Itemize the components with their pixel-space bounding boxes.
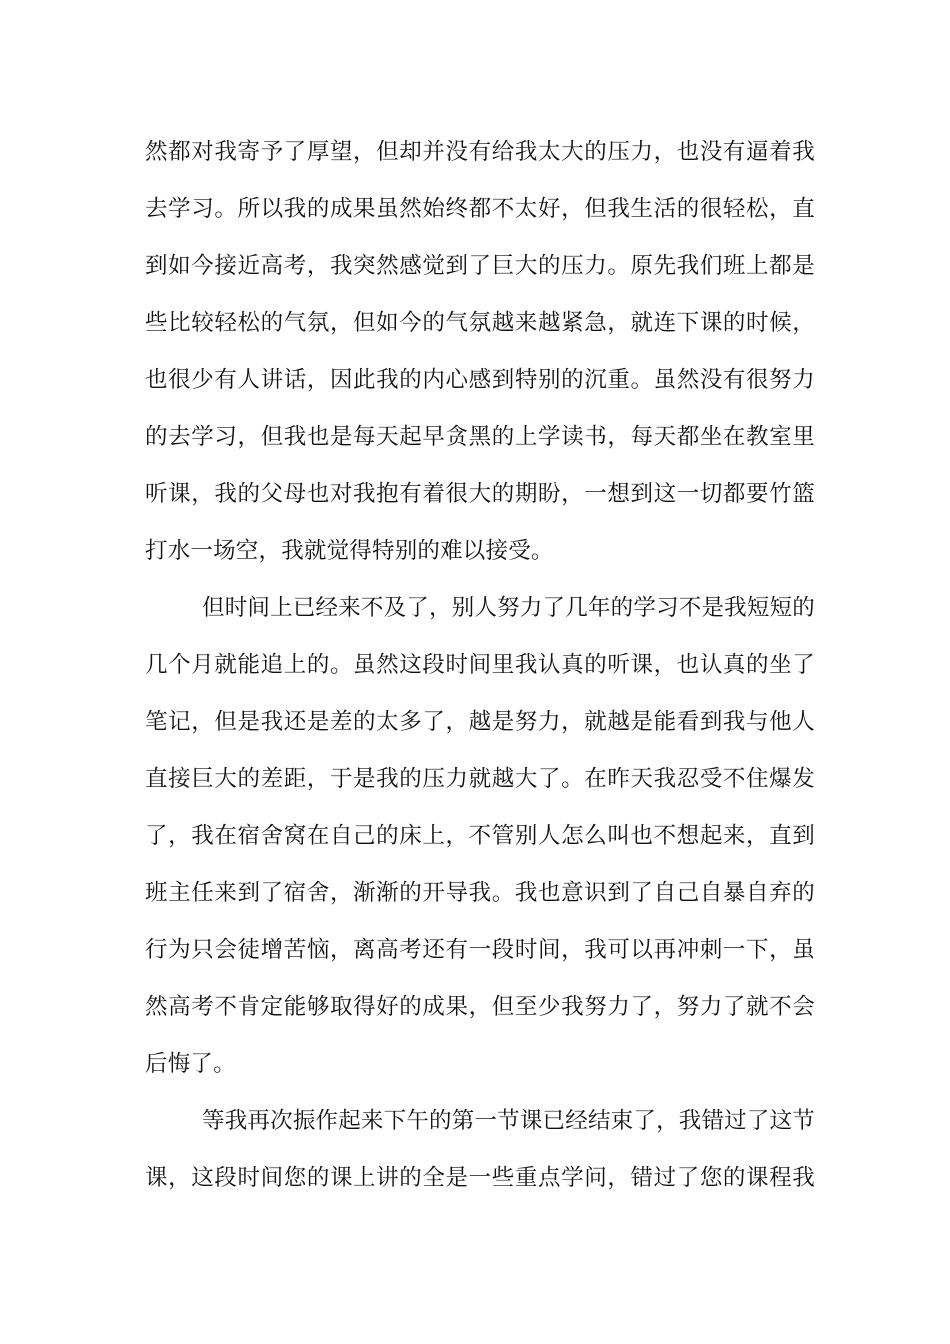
paragraph-2-line-1: 但时间上已经来不及了，别人努力了几年的学习不是我短短的 — [202, 595, 815, 621]
paragraph-1-line-8: 打水一场空，我就觉得特别的难以接受。 — [145, 538, 554, 564]
paragraph-2-line-6: 班主任来到了宿舍，渐渐的开导我。我也意识到了自己自暴自弃的 — [145, 880, 815, 906]
paragraph-2-line-9: 后悔了。 — [145, 1051, 236, 1077]
paragraph-1-line-5: 也很少有人讲话，因此我的内心感到特别的沉重。虽然没有很努力 — [145, 367, 815, 393]
paragraph-1-line-3: 到如今接近高考，我突然感觉到了巨大的压力。原先我们班上都是 — [145, 253, 815, 279]
paragraph-1-line-4: 些比较轻松的气氛，但如今的气氛越来越紧急，就连下课的时候， — [145, 310, 815, 336]
paragraph-3-line-1: 等我再次振作起来下午的第一节课已经结束了，我错过了这节 — [202, 1108, 815, 1134]
paragraph-1-line-7: 听课，我的父母也对我抱有着很大的期盼，一想到这一切都要竹篮 — [145, 481, 815, 507]
paragraph-2-line-3: 笔记，但是我还是差的太多了，越是努力，就越是能看到我与他人 — [145, 709, 815, 735]
document-body — [145, 124, 815, 1207]
paragraph-2-line-2: 几个月就能追上的。虽然这段时间里我认真的听课，也认真的坐了 — [145, 652, 815, 678]
paragraph-2-line-7: 行为只会徒增苦恼，离高考还有一段时间，我可以再冲刺一下，虽 — [145, 937, 815, 963]
paragraph-1-line-6: 的去学习，但我也是每天起早贪黑的上学读书，每天都坐在教室里 — [145, 424, 815, 450]
paragraph-2-line-4: 直接巨大的差距，于是我的压力就越大了。在昨天我忍受不住爆发 — [145, 766, 815, 792]
paragraph-2-line-8: 然高考不肯定能够取得好的成果，但至少我努力了，努力了就不会 — [145, 994, 815, 1020]
paragraph-1-line-2: 去学习。所以我的成果虽然始终都不太好，但我生活的很轻松，直 — [145, 196, 815, 222]
paragraph-3-line-2: 课，这段时间您的课上讲的全是一些重点学问，错过了您的课程我 — [145, 1165, 815, 1191]
paragraph-2-line-5: 了，我在宿舍窝在自己的床上，不管别人怎么叫也不想起来，直到 — [145, 823, 815, 849]
paragraph-1-line-1: 然都对我寄予了厚望，但却并没有给我太大的压力，也没有逼着我 — [145, 139, 815, 165]
